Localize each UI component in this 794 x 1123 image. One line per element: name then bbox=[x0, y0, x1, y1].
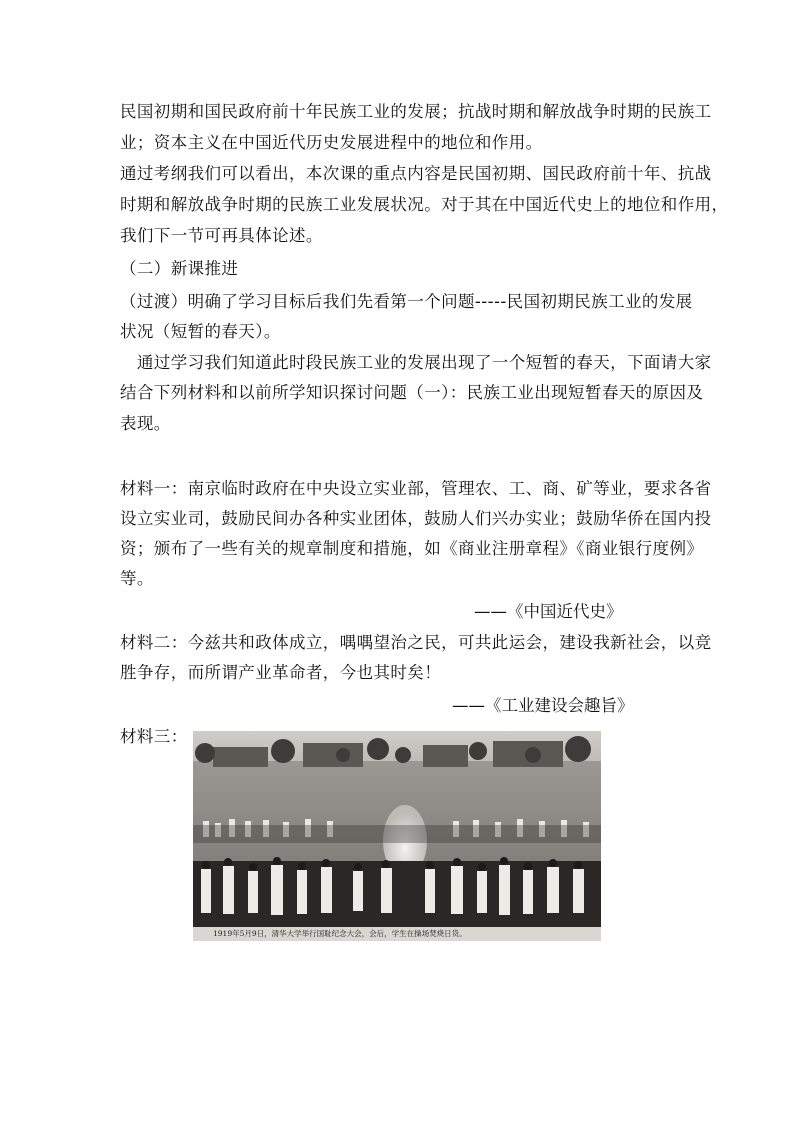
material-one-line: 等。 bbox=[120, 569, 154, 588]
section-heading: （二）新课推进 bbox=[120, 259, 239, 278]
paragraph-line: 通过学习我们知道此时段民族工业的发展出现了一个短暂的春天，下面请大家 bbox=[120, 353, 712, 372]
paragraph-line: 业；资本主义在中国近代历史发展进程中的地位和作用。 bbox=[120, 133, 543, 152]
paragraph-line: 表现。 bbox=[120, 414, 171, 433]
paragraph-line: 民国初期和国民政府前十年民族工业的发展；抗战时期和解放战争时期的民族工 bbox=[120, 102, 712, 121]
material-one-line: 设立实业司，鼓励民间办各种实业团体，鼓励人们兴办实业；鼓励华侨在国内投 bbox=[120, 509, 712, 528]
photo-illustration bbox=[193, 731, 601, 941]
material-two-line: 材料二：今兹共和政体成立，喁喁望治之民，可共此运会，建设我新社会，以竞 bbox=[120, 633, 712, 652]
material-two-line: 胜争存，而所谓产业革命者，今也其时矣！ bbox=[120, 663, 442, 682]
material-one-source: ——《中国近代史》 bbox=[474, 602, 623, 621]
paragraph-line: 我们下一节可再具体论述。 bbox=[120, 226, 323, 245]
material-three-label: 材料三： bbox=[120, 727, 188, 746]
paragraph-line: 状况（短暂的春天）。 bbox=[120, 322, 281, 341]
paragraph-line: 通过考纲我们可以看出，本次课的重点内容是民国初期、国民政府前十年、抗战 bbox=[120, 164, 712, 183]
historical-photo bbox=[193, 731, 601, 941]
photo-caption: 1919年5月9日，清华大学举行国耻纪念大会，会后，学生在操场焚烧日货。 bbox=[213, 929, 467, 938]
material-two-source: ——《工业建设会趣旨》 bbox=[452, 696, 634, 715]
paragraph-line: 时期和解放战争时期的民族工业发展状况。对于其在中国近代史上的地位和作用， bbox=[120, 195, 729, 214]
material-one-line: 材料一：南京临时政府在中央设立实业部，管理农、工、商、矿等业，要求各省 bbox=[120, 479, 712, 498]
material-one-line: 资；颁布了一些有关的规章制度和措施，如《商业注册章程》《商业银行度例》 bbox=[120, 539, 704, 558]
paragraph-line: 结合下列材料和以前所学知识探讨问题（一）：民族工业出现短暂春天的原因及 bbox=[120, 383, 704, 402]
paragraph-line: （过渡）明确了学习目标后我们先看第一个问题-----民国初期民族工业的发展 bbox=[120, 292, 693, 311]
